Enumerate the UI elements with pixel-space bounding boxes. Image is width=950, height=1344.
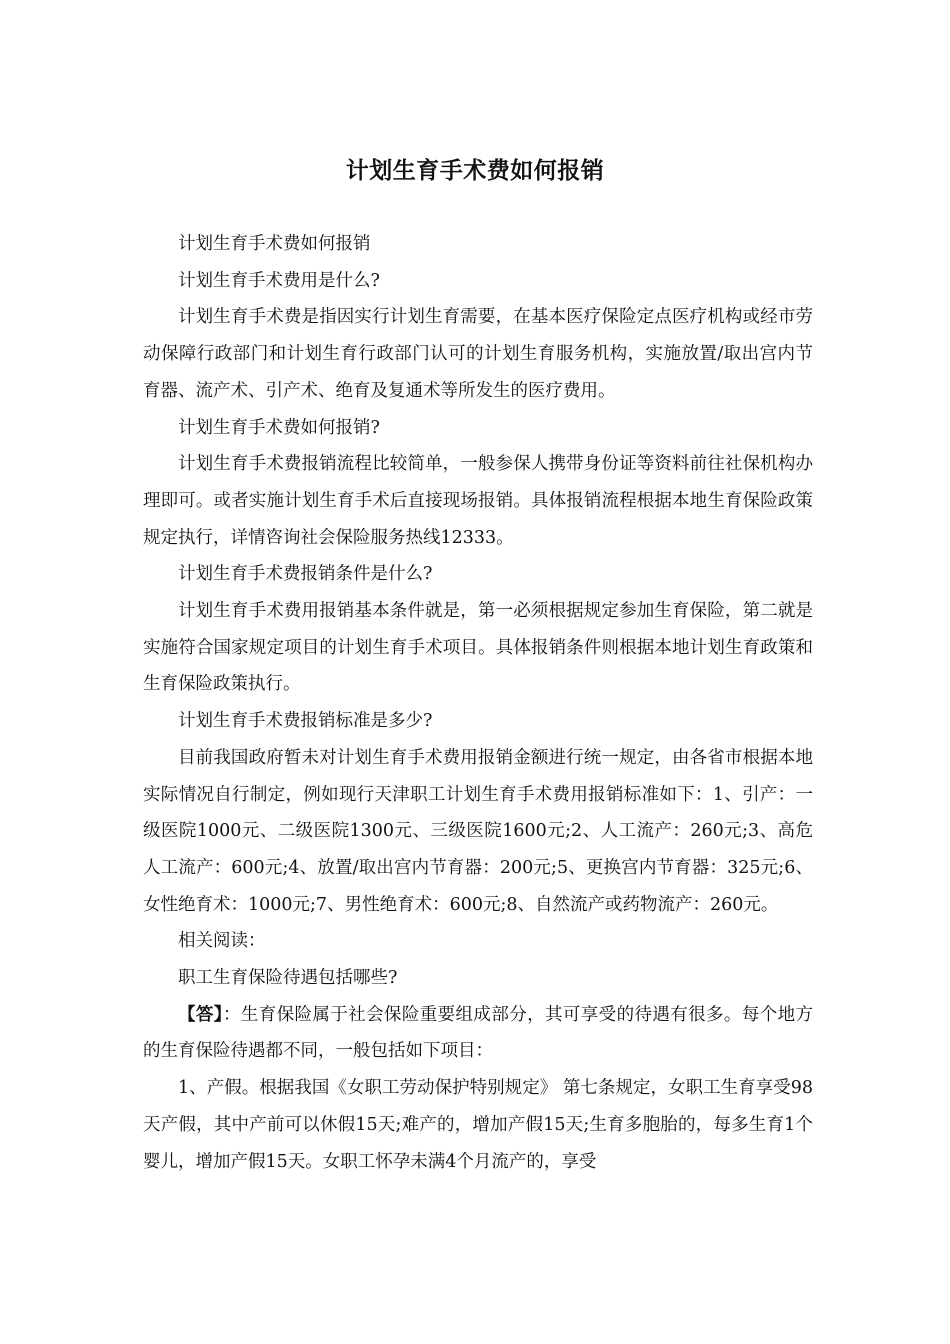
answer-marker: 【答】: [178, 1004, 223, 1025]
paragraph: 计划生育手术费报销流程比较简单，一般参保人携带身份证等资料前往社保机构办理即可。或者实施计划生育手术后直接现场报销。具体报销流程根据本地生育保险政策规定执行，详情咨询社会保险服务热线12333。: [143, 454, 813, 548]
paragraph: 计划生育手术费用报销基本条件就是，第一必须根据规定参加生育保险，第二就是实施符合国家规定项目的计划生育手术项目。具体报销条件则根据本地计划生育政策和生育保险政策执行。: [143, 601, 813, 695]
document-title: 计划生育手术费如何报销: [345, 157, 605, 184]
paragraph: 目前我国政府暂未对计划生育手术费用报销金额进行统一规定，由各省市根据本地实际情况自行制定，例如现行天津职工计划生育手术费用报销标准如下：1、引产：一级医院1000元、二级医院1300元、三级医院1600元;2、人工流产：260元;3、高危人工流产：600元;4、放置/取出宫内节育器：200元;5、更换宫内节育器：325元;6、女性绝育术：1000元;7、男性绝育术：600元;8、自然流产或药物流产：260元。: [143, 747, 813, 915]
related-reading-label: 相关阅读：: [178, 931, 266, 952]
section-question: 计划生育手术费用是什么?: [178, 270, 380, 291]
section-question: 计划生育手术费报销条件是什么?: [178, 564, 433, 585]
paragraph: 1、产假。根据我国《女职工劳动保护特别规定》 第七条规定，女职工生育享受98天产假，其中产前可以休假15天;难产的，增加产假15天;生育多胞胎的，每多生育1个婴儿，增加产假15天。女职工怀孕未满4个月流产的，享受: [143, 1078, 813, 1172]
document-body: [143, 226, 813, 1180]
section-question: 计划生育手术费报销标准是多少?: [178, 711, 433, 732]
paragraph: 计划生育手术费是指因实行计划生育需要，在基本医疗保险定点医疗机构或经市劳动保障行政部门和计划生育行政部门认可的计划生育服务机构，实施放置/取出宫内节育器、流产术、引产术、绝育及复通术等所发生的医疗费用。: [143, 307, 813, 401]
paragraph: 计划生育手术费如何报销: [178, 234, 371, 254]
section-question: 计划生育手术费如何报销?: [178, 417, 380, 438]
answer-paragraph: [143, 997, 813, 1070]
answer-text: ：生育保险属于社会保险重要组成部分，其可享受的待遇有很多。每个地方的生育保险待遇都不同，一般包括如下项目：: [143, 1004, 814, 1062]
section-question: 职工生育保险待遇包括哪些?: [178, 968, 398, 989]
